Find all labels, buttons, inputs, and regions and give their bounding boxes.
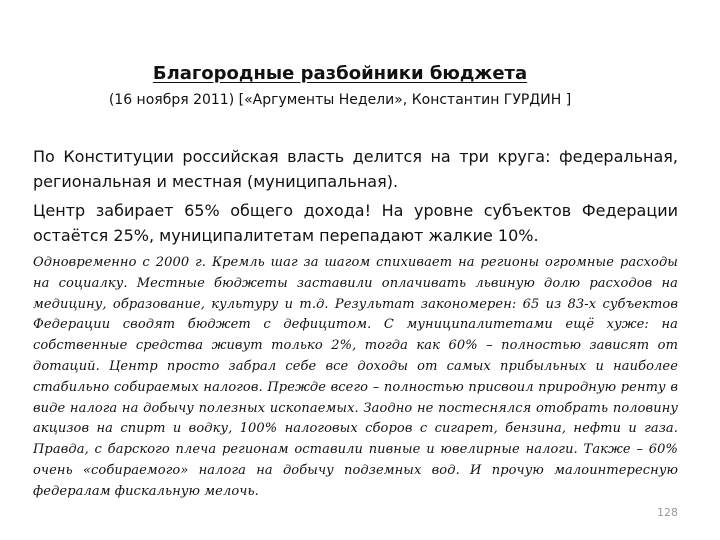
paragraph-income-shares: Центр забирает 65% общего дохода! На уровне субъектов Федерации остаётся 25%, муниципалитетам перепадают жалкие 10%. <box>33 201 678 245</box>
source-citation: (16 ноября 2011) [«Аргументы Недели», Константин ГУРДИН ] <box>108 92 572 108</box>
paragraph-details: Одновременно с 2000 г. Кремль шаг за шагом спихивает на регионы огромные расходы на социалку. Местные бюджеты заставили оплачивать львиную долю расходов на медицину, образование, культуру и т.д. Результат закономерен: 65 из 83-х субъектов Федерации сводят бюджет с дефицитом. С муниципалитетами ещё хуже: на собственные средства живут только 2%, тогда как 60% – полностью зависят от дотаций. Центр просто забрал себе все доходы от самых прибыльных и наиболее стабильно собираемых налогов. Прежде всего – полностью присвоил природную ренту в виде налога на добычу полезных ископаемых. Заодно не постеснялся отобрать половину акцизов на спирт и водку, 100% налоговых сборов с сигарет, бензина, нефти и газа. Правда, с барского плеча регионам оставили пивные и ювелирные налоги. Также – 60% очень «собираемого» налога на добычу подземных вод. И прочую малоинтересную федералам фискальную мелочь. <box>33 255 678 499</box>
slide-title: Благородные разбойники бюджета <box>152 63 528 84</box>
paragraph-constitution: По Конституции российская власть делится на три круга: федеральная, региональная и местная (муниципальная). <box>33 147 678 191</box>
page-number: 128 <box>657 506 678 519</box>
